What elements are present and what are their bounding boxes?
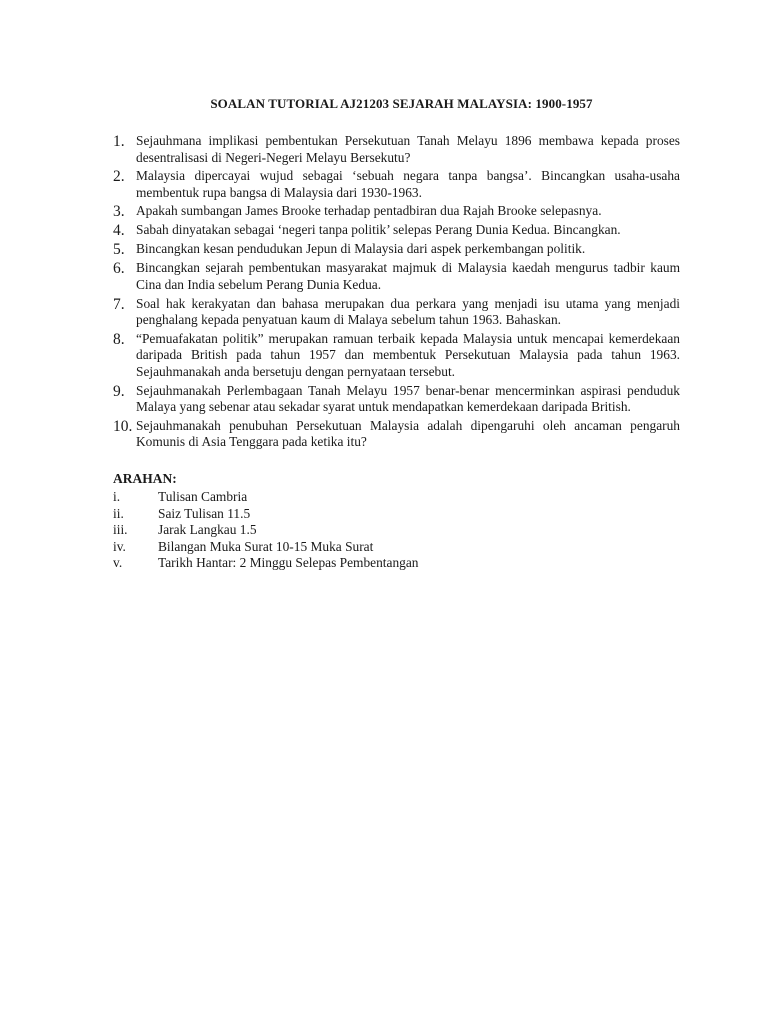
page-title: SOALAN TUTORIAL AJ21203 SEJARAH MALAYSIA: 1900-1957 [210,96,593,111]
question-number: 4. [113,222,125,240]
arahan-text: Bilangan Muka Surat 10-15 Muka Surat [158,538,374,554]
question-text: Sabah dinyatakan sebagai ‘negeri tanpa politik’ selepas Perang Dunia Kedua. Bincangkan. [136,222,621,238]
question-item [113,331,680,381]
arahan-number: iv. [113,538,126,554]
arahan-number: ii. [113,505,124,521]
question-number: 10. [113,417,133,435]
arahan-item [113,522,680,539]
question-text: Apakah sumbangan James Brooke terhadap pentadbiran dua Rajah Brooke selepasnya. [136,203,602,219]
question-text: Sejauhmanakah Perlembagaan Tanah Melayu 1957 benar-benar mencerminkan aspirasi penduduk Malaya yang sebenar atau sekadar syarat untuk mendapatkan kemerdekaan daripada British. [136,382,680,415]
arahan-heading: ARAHAN: [113,470,177,486]
question-text: “Pemuafakatan politik” merupakan ramuan terbaik kepada Malaysia untuk mencapai kemerdekaan daripada British pada tahun 1957 dan membentuk Persekutuan Malaysia pada tahun 1963. Sejauhmanakah anda bersetuju dengan pernyataan tersebut. [136,330,680,379]
question-number: 7. [113,295,125,313]
question-text: Sejauhmanakah penubuhan Persekutuan Malaysia adalah dipengaruhi oleh ancaman pengaruh Komunis di Asia Tenggara pada ketika itu? [136,417,680,450]
arahan-number: i. [113,488,121,504]
arahan-item [113,506,680,523]
question-number: 1. [113,133,125,150]
arahan-list [113,489,680,572]
question-number: 2. [113,168,125,186]
question-item [113,296,680,329]
question-list [113,133,680,451]
arahan-item [113,555,680,572]
question-item [113,133,680,166]
arahan-number: iii. [113,522,128,538]
arahan-text: Tarikh Hantar: 2 Minggu Selepas Pembentangan [158,555,419,571]
arahan-text: Tulisan Cambria [158,488,248,504]
question-text: Bincangkan kesan pendudukan Jepun di Malaysia dari aspek perkembangan politik. [136,241,586,257]
question-item [113,241,680,258]
question-number: 9. [113,382,125,400]
arahan-text: Jarak Langkau 1.5 [158,522,257,538]
question-text: Malaysia dipercayai wujud sebagai ‘sebuah negara tanpa bangsa’. Bincangkan usaha-usaha membentuk rupa bangsa di Malaysia dari 1930-1963. [136,168,680,200]
question-text: Soal hak kerakyatan dan bahasa merupakan dua perkara yang menjadi isu utama yang menjadi penghalang kepada penyatuan kaum di Malaya sebelum tahun 1963. Bahaskan. [136,295,680,328]
question-item [113,383,680,416]
question-number: 8. [113,330,125,348]
question-item [113,260,680,293]
question-item [113,418,680,451]
question-item [113,168,680,201]
arahan-text: Saiz Tulisan 11.5 [158,505,251,521]
question-item [113,203,680,220]
question-number: 5. [113,241,125,259]
arahan-item [113,539,680,556]
question-text: Sejauhmana implikasi pembentukan Persekutuan Tanah Melayu 1896 membawa kepada proses desentralisasi di Negeri-Negeri Melayu Bersekutu? [136,133,680,165]
question-number: 6. [113,260,125,278]
question-text: Bincangkan sejarah pembentukan masyarakat majmuk di Malaysia kaedah mengurus tadbir kaum Cina dan India sebelum Perang Dunia Kedua. [136,260,680,292]
question-number: 3. [113,203,125,221]
question-item [113,222,680,239]
arahan-item [113,489,680,506]
arahan-number: v. [113,555,123,571]
